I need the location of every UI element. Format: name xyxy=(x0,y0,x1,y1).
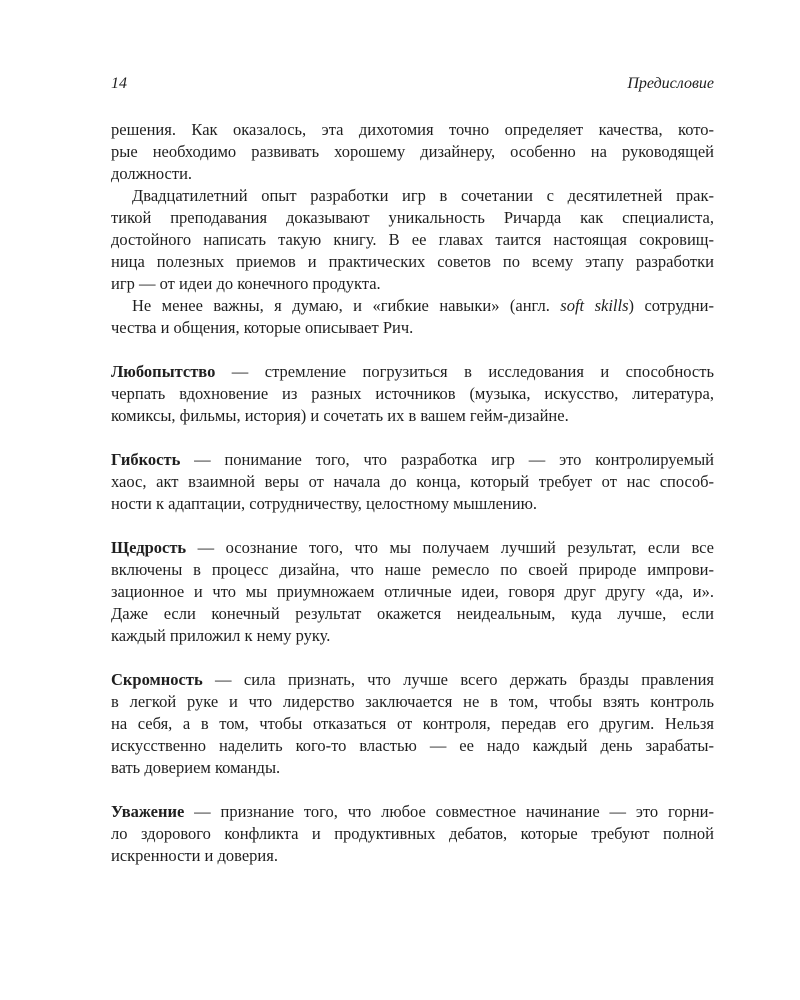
text-line: вать доверием команды. xyxy=(111,758,281,777)
text-line: ности к адаптации, сотрудничеству, целостному мышлению. xyxy=(111,494,538,513)
text-line: зационное и что мы приумножаем отличные идеи, говоря друг другу «да, и». xyxy=(111,582,714,601)
paragraph-gap xyxy=(111,515,714,537)
italic-term: soft skills xyxy=(560,296,629,315)
paragraph-gap xyxy=(111,339,714,361)
text-run: — сила признать, что лучше всего держать бразды правления xyxy=(202,670,714,689)
text-line: на себя, а в том, чтобы отказаться от контроля, передав его другим. Нельзя xyxy=(111,714,714,733)
text-line: черпать вдохновение из разных источников (музыка, искусство, литература, xyxy=(111,384,714,403)
definition-term: Щедрость xyxy=(111,538,187,557)
page-number: 14 xyxy=(111,75,127,92)
text-line: каждый приложил к нему руку. xyxy=(111,626,331,645)
text-line: чества и общения, которые описывает Рич. xyxy=(111,318,414,337)
paragraph-gap xyxy=(111,779,714,801)
paragraph-gap xyxy=(111,427,714,449)
paragraph-dichotomy xyxy=(111,119,714,185)
definition-generosity xyxy=(111,537,714,647)
body-text xyxy=(111,119,714,867)
text-line: должности. xyxy=(111,164,193,183)
text-line: включены в процесс дизайна, что наше ремесло по своей природе импрови- xyxy=(111,560,714,579)
text-line: тикой преподавания доказывают уникальность Ричарда как специалиста, xyxy=(111,208,714,227)
text-run: Не менее важны, я думаю, и «гибкие навыки» (англ. xyxy=(132,296,561,315)
definition-curiosity xyxy=(111,361,714,427)
text-line: комиксы, фильмы, история) и сочетать их в вашем гейм-дизайне. xyxy=(111,406,569,425)
definition-term: Гибкость xyxy=(111,450,181,469)
text-line: хаос, акт взаимной веры от начала до конца, который требует от нас способ- xyxy=(111,472,714,491)
running-title: Предисловие xyxy=(627,75,714,92)
text-run: — стремление погрузиться в исследования и способность xyxy=(215,362,714,381)
definition-term: Уважение xyxy=(111,802,185,821)
text-line: игр — от идеи до конечного продукта. xyxy=(111,274,381,293)
text-run: — признание того, что любое совместное начинание — это горни- xyxy=(184,802,714,821)
text-line xyxy=(111,361,714,383)
paragraph-soft-skills xyxy=(111,295,714,339)
text-line xyxy=(111,537,714,559)
text-line: ло здорового конфликта и продуктивных дебатов, которые требуют полной xyxy=(111,824,714,843)
running-head xyxy=(111,73,714,95)
text-line: ница полезных приемов и практических советов по всему этапу разработки xyxy=(111,252,714,271)
text-line: рые необходимо развивать хорошему дизайнеру, особенно на руководящей xyxy=(111,142,714,161)
text-line: искусственно наделить кого-то властью — ее надо каждый день зарабаты- xyxy=(111,736,714,755)
paragraph-gap xyxy=(111,647,714,669)
paragraph-experience xyxy=(111,185,714,295)
text-line: в легкой руке и что лидерство заключается не в том, чтобы взять контроль xyxy=(111,692,714,711)
text-run: ) сотрудни- xyxy=(628,296,715,315)
definition-respect xyxy=(111,801,714,867)
definition-humility xyxy=(111,669,714,779)
text-line xyxy=(111,669,714,691)
text-line: решения. Как оказалось, эта дихотомия точно определяет качества, кото- xyxy=(111,120,714,139)
definition-term: Любопытство xyxy=(111,362,216,381)
text-line xyxy=(111,801,714,823)
text-line: Даже если конечный результат окажется неидеальным, куда лучше, если xyxy=(111,604,714,623)
text-line xyxy=(111,295,714,317)
text-line: Двадцатилетний опыт разработки игр в сочетании с десятилетней прак- xyxy=(132,186,714,205)
text-run: — осознание того, что мы получаем лучший результат, если все xyxy=(186,538,714,557)
definition-term: Скромность xyxy=(111,670,203,689)
definition-flexibility xyxy=(111,449,714,515)
text-run: — понимание того, что разработка игр — это контролируемый xyxy=(180,450,714,469)
text-line xyxy=(111,449,714,471)
text-line: искренности и доверия. xyxy=(111,846,278,865)
text-line: достойного написать такую книгу. В ее главах таится настоящая сокровищ- xyxy=(111,230,714,249)
